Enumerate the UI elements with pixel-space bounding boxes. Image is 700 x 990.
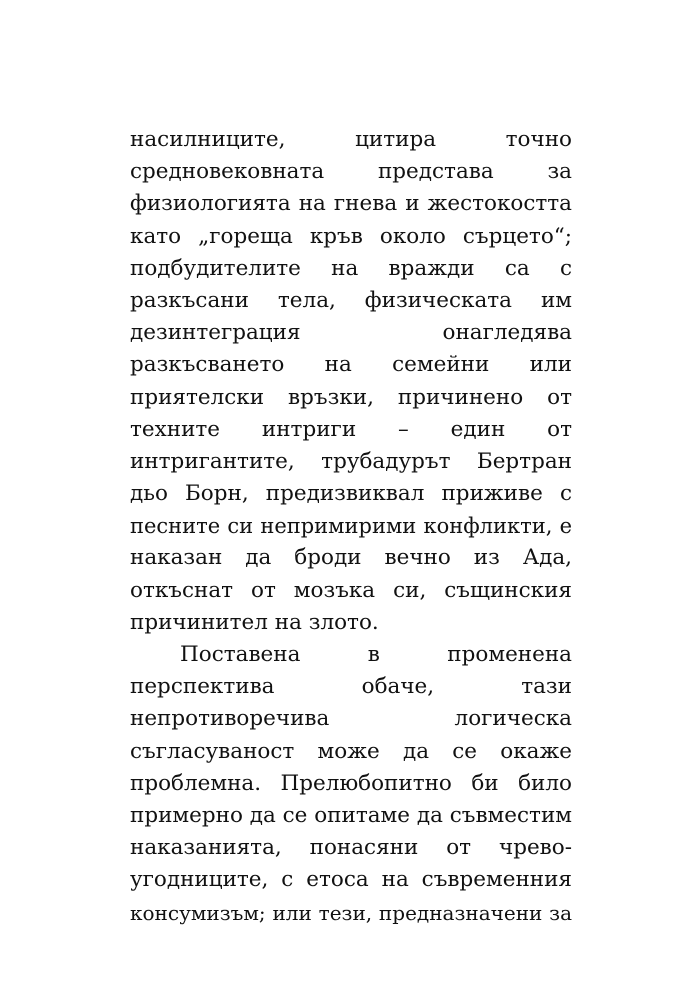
text-line: угодниците, с етоса на съвременния bbox=[130, 867, 572, 893]
text-line: наказанията, понасяни от чрево- bbox=[130, 835, 572, 861]
text-line: приятелски връзки, причинено от bbox=[130, 384, 572, 410]
text-line: наказан да броди вечно из Ада, bbox=[130, 545, 572, 571]
text-line: причинител на злото. bbox=[130, 609, 379, 635]
text-line: перспектива обаче, тази bbox=[130, 674, 572, 700]
text-line: Поставена в променена bbox=[180, 642, 572, 667]
text-line: физиологията на гнева и жестокостта bbox=[130, 191, 572, 217]
text-line: откъснат от мозъка си, същинския bbox=[130, 577, 572, 603]
text-line: песните си непримирими конфликти, е bbox=[130, 514, 572, 539]
text-line: съгласуваност може да се окаже bbox=[130, 738, 572, 764]
text-line: подбудителите на вражди са с bbox=[130, 255, 572, 281]
body-text bbox=[130, 124, 572, 929]
text-line: проблемна. Прелюбопитно би било bbox=[130, 770, 572, 796]
text-line: непротиворечива логическа bbox=[130, 706, 572, 732]
text-line: насилниците, цитира точно bbox=[130, 127, 572, 152]
text-line: като „гореща кръв около сърцето“; bbox=[130, 223, 572, 249]
text-line: примерно да се опитаме да съвместим bbox=[130, 802, 572, 828]
text-line: консумизъм; или тези, предназначени за bbox=[130, 900, 572, 925]
text-line: средновековната представа за bbox=[130, 159, 572, 185]
text-line: дезинтеграция онагледява bbox=[130, 320, 572, 346]
paragraph bbox=[130, 124, 572, 639]
text-line: техните интриги – един от bbox=[130, 416, 572, 442]
text-line: разкъсването на семейни или bbox=[130, 352, 572, 378]
text-line: дьо Борн, предизвиквал приживе с bbox=[130, 481, 572, 507]
text-line: интригантите, трубадурът Бертран bbox=[130, 448, 572, 474]
paragraph bbox=[130, 639, 572, 929]
text-line: разкъсани тела, физическата им bbox=[130, 287, 572, 313]
